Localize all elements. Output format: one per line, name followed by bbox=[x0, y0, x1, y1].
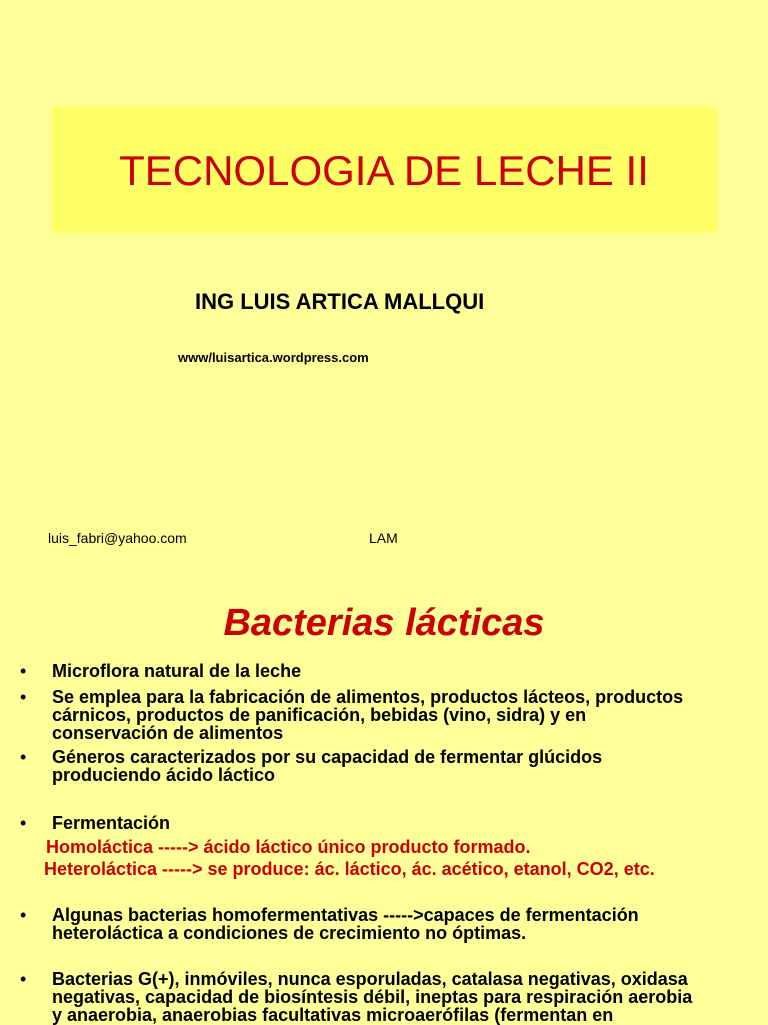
bullet-marker: • bbox=[20, 813, 27, 833]
section-title: Bacterias lácticas bbox=[223, 602, 545, 644]
bullet-marker: • bbox=[20, 905, 27, 925]
page-title: TECNOLOGIA DE LECHE II bbox=[119, 147, 649, 194]
bullet-marker: • bbox=[20, 747, 27, 767]
email-address: luis_fabri@yahoo.com bbox=[48, 530, 187, 546]
bullet-marker: • bbox=[20, 661, 27, 681]
bullet-marker: • bbox=[20, 687, 27, 707]
fermentation-homolactica: Homoláctica -----> ácido láctico único producto formado. bbox=[46, 837, 531, 857]
website-url: www/luisartica.wordpress.com bbox=[178, 350, 369, 365]
author-initials: LAM bbox=[369, 530, 398, 546]
bullet-text: Microflora natural de la leche bbox=[52, 661, 302, 681]
bullet-marker: • bbox=[20, 969, 27, 989]
fermentation-heterolactica: Heteroláctica -----> se produce: ác. láctico, ác. acético, etanol, CO2, etc. bbox=[44, 859, 655, 879]
bullet-text: Géneros caracterizados por su capacidad de fermentar glúcidos produciendo ácido láctico bbox=[52, 747, 603, 785]
bullet-text: Algunas bacterias homofermentativas ----->capaces de fermentación heteroláctica a condiciones de crecimiento no óptimas. bbox=[52, 905, 639, 943]
bullet-text: Fermentación bbox=[52, 813, 171, 833]
bullet-text: Bacterias G(+), inmóviles, nunca esporuladas, catalasa negativas, oxidasa negativas, capacidad de biosíntesis débil, ineptas para respiración aerobia y anaerobia, anaerobias facultativas microaerófilas (fermentan en bbox=[52, 969, 693, 1025]
bullet-text: Se emplea para la fabricación de alimentos, productos lácteos, productos cárnicos, productos de panificación, bebidas (vino, sidra) y en conservación de alimentos bbox=[52, 687, 684, 743]
author-name: ING LUIS ARTICA MALLQUI bbox=[195, 289, 485, 314]
